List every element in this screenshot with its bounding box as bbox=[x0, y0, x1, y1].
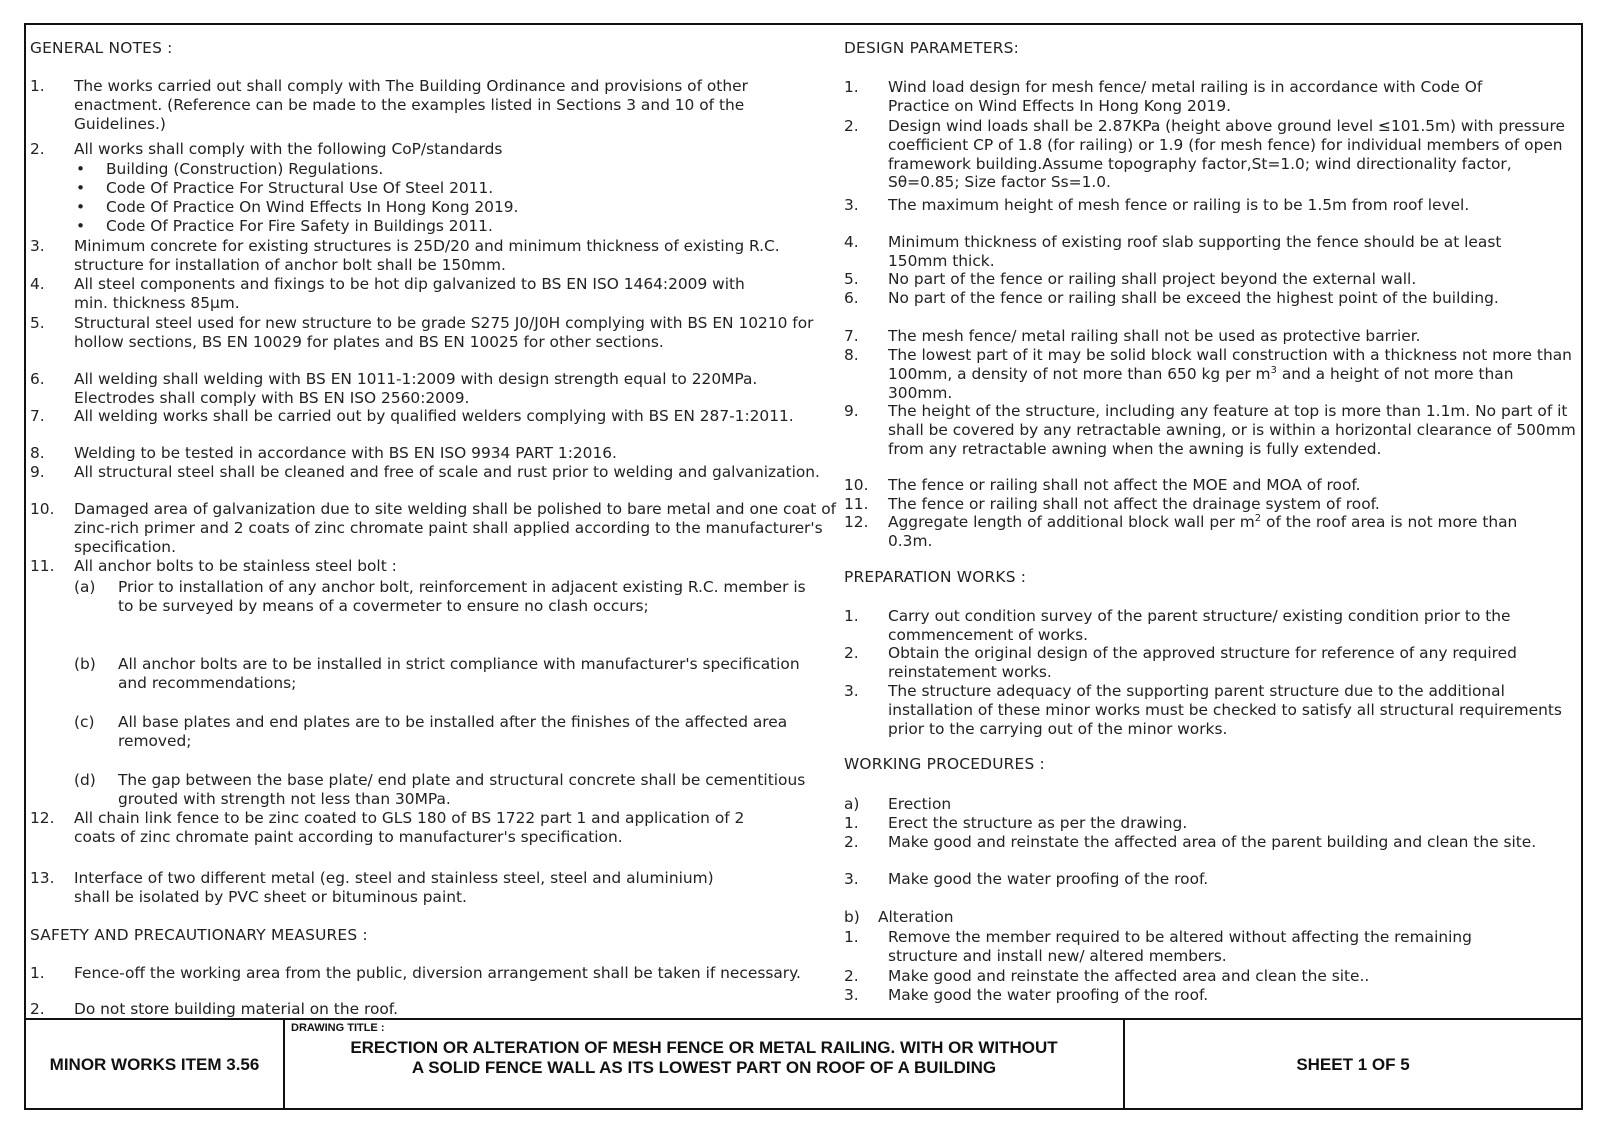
step-number: 1. bbox=[844, 928, 859, 946]
param-text: The fence or railing shall not affect the drainage system of roof. bbox=[888, 495, 1380, 513]
note-number: 2. bbox=[30, 140, 45, 158]
section-letter: b) bbox=[844, 908, 860, 926]
param-text: Design wind loads shall be 2.87KPa (height above ground level ≤101.5m) with pressure coefficient CP of 1.8 (for railing) or 1.9 (for mesh fence) for individual members of open framework building.Assume topography factor,St=1.0; wind directionality factor, Sθ=0.85; Size factor Ss=1.0. bbox=[888, 117, 1565, 192]
general-notes-heading: GENERAL NOTES : bbox=[30, 39, 173, 57]
param-number: 4. bbox=[844, 233, 859, 251]
bullet-glyph: • bbox=[76, 217, 86, 235]
sheet-cell bbox=[1125, 1020, 1581, 1110]
param-text-a: The lowest part of it may be solid block wall construction with a thickness not more than 100mm, a density of not more than 650 kg per m bbox=[888, 346, 1572, 383]
note-text: All structural steel shall be cleaned and free of scale and rust prior to welding and galvanization. bbox=[74, 463, 820, 481]
section-title: Alteration bbox=[878, 908, 954, 926]
safety-heading: SAFETY AND PRECAUTIONARY MEASURES : bbox=[30, 926, 368, 944]
step-text: Make good and reinstate the affected area and clean the site.. bbox=[888, 967, 1370, 985]
param-number: 3. bbox=[844, 196, 859, 214]
drawing-title-cell bbox=[285, 1020, 1125, 1110]
safety-number: 2. bbox=[30, 1000, 45, 1018]
bullet-text: Code Of Practice For Fire Safety in Buildings 2011. bbox=[106, 217, 493, 235]
sub-number: (a) bbox=[74, 578, 96, 596]
note-text: Welding to be tested in accordance with BS EN ISO 9934 PART 1:2016. bbox=[74, 444, 617, 462]
note-number: 6. bbox=[30, 370, 45, 388]
step-number: 3. bbox=[844, 986, 859, 1004]
safety-number: 1. bbox=[30, 964, 45, 982]
note-text: Structural steel used for new structure to be grade S275 J0/J0H complying with BS EN 10210 for hollow sections, BS EN 10029 for plates and BS EN 10025 for other sections. bbox=[74, 314, 814, 351]
step-text: Remove the member required to be altered without affecting the remaining structure and install new/ altered members. bbox=[888, 928, 1472, 965]
param-number: 8. bbox=[844, 346, 859, 364]
step-number: 3. bbox=[844, 870, 859, 888]
param-number: 10. bbox=[844, 476, 869, 494]
param-text: The mesh fence/ metal railing shall not be used as protective barrier. bbox=[888, 327, 1421, 345]
param-text: Wind load design for mesh fence/ metal railing is in accordance with Code Of Practice on Wind Effects In Hong Kong 2019. bbox=[888, 78, 1483, 115]
param-number: 5. bbox=[844, 270, 859, 288]
preparation-heading: PREPARATION WORKS : bbox=[844, 568, 1027, 586]
param-text: No part of the fence or railing shall be exceed the highest point of the building. bbox=[888, 289, 1499, 307]
superscript: 2 bbox=[1254, 512, 1262, 524]
step-text: Make good the water proofing of the roof. bbox=[888, 986, 1209, 1004]
safety-text: Do not store building material on the roof. bbox=[74, 1000, 398, 1018]
superscript: 3 bbox=[1270, 364, 1277, 376]
note-number: 9. bbox=[30, 463, 45, 481]
prep-text: The structure adequacy of the supporting parent structure due to the additional installation of these minor works must be checked to satisfy all structural requirements prior to the carrying out of the minor works. bbox=[888, 682, 1562, 738]
note-number: 3. bbox=[30, 237, 45, 255]
param-text-b: of the roof area is not more than 0.3m. bbox=[888, 513, 1518, 550]
note-text: Minimum concrete for existing structures is 25D/20 and minimum thickness of existing R.C. structure for installation of anchor bolt shall be 150mm. bbox=[74, 237, 780, 274]
note-text: All steel components and fixings to be hot dip galvanized to BS EN ISO 1464:2009 with min. thickness 85µm. bbox=[74, 275, 745, 312]
section-title: Erection bbox=[888, 795, 952, 813]
param-number: 7. bbox=[844, 327, 859, 345]
param-text: The maximum height of mesh fence or railing is to be 1.5m from roof level. bbox=[888, 196, 1470, 214]
step-text: Erect the structure as per the drawing. bbox=[888, 814, 1188, 832]
bullet-glyph: • bbox=[76, 198, 86, 216]
note-text: Interface of two different metal (eg. steel and stainless steel, steel and aluminium) shall be isolated by PVC sheet or bituminous paint. bbox=[74, 869, 714, 906]
note-number: 10. bbox=[30, 500, 55, 518]
section-letter: a) bbox=[844, 795, 860, 813]
note-text: The works carried out shall comply with The Building Ordinance and provisions of other enactment. (Reference can be made to the examples listed in Sections 3 and 10 of the Guidelines.) bbox=[74, 77, 748, 133]
param-text bbox=[888, 346, 1579, 402]
param-number: 1. bbox=[844, 78, 859, 96]
note-number: 8. bbox=[30, 444, 45, 462]
prep-number: 1. bbox=[844, 607, 859, 625]
step-text: Make good and reinstate the affected area of the parent building and clean the site. bbox=[888, 833, 1537, 851]
note-text: All chain link fence to be zinc coated to GLS 180 of BS 1722 part 1 and application of 2 coats of zinc chromate paint according to manufacturer's specification. bbox=[74, 809, 745, 846]
note-text: All welding works shall be carried out by qualified welders complying with BS EN 287-1:2011. bbox=[74, 407, 794, 425]
sub-number: (b) bbox=[74, 655, 96, 673]
note-number: 7. bbox=[30, 407, 45, 425]
param-text: The height of the structure, including any feature at top is more than 1.1m. No part of it shall be covered by any retractable awning, or is within a horizontal clearance of 500mm from any retractable awning when the awning is fully extended. bbox=[888, 402, 1576, 458]
drawing-title-label: DRAWING TITLE : bbox=[291, 1022, 385, 1034]
item-cell bbox=[26, 1020, 285, 1110]
step-number: 2. bbox=[844, 967, 859, 985]
minor-works-item: MINOR WORKS ITEM 3.56 bbox=[49, 1055, 260, 1074]
sub-number: (d) bbox=[74, 771, 96, 789]
param-text-b: and a height of not more than 300mm. bbox=[888, 364, 1514, 402]
sub-text: Prior to installation of any anchor bolt, reinforcement in adjacent existing R.C. member is to be surveyed by means of a covermeter to ensure no clash occurs; bbox=[118, 578, 806, 615]
bullet-text: Code Of Practice For Structural Use Of Steel 2011. bbox=[106, 179, 494, 197]
note-text: Damaged area of galvanization due to site welding shall be polished to bare metal and one coat of zinc-rich primer and 2 coats of zinc chromate paint shall applied according to the manufacturer's specification. bbox=[74, 500, 837, 556]
param-text bbox=[888, 513, 1554, 551]
param-text-a: Aggregate length of additional block wall per m bbox=[888, 513, 1255, 531]
sheet-number: SHEET 1 OF 5 bbox=[1296, 1055, 1410, 1074]
note-number: 1. bbox=[30, 77, 45, 95]
note-number: 12. bbox=[30, 809, 55, 827]
prep-number: 3. bbox=[844, 682, 859, 700]
param-number: 6. bbox=[844, 289, 859, 307]
note-text: All anchor bolts to be stainless steel bolt : bbox=[74, 557, 397, 575]
param-text: No part of the fence or railing shall project beyond the external wall. bbox=[888, 270, 1417, 288]
step-number: 2. bbox=[844, 833, 859, 851]
note-number: 5. bbox=[30, 314, 45, 332]
prep-number: 2. bbox=[844, 644, 859, 662]
note-text: All works shall comply with the following CoP/standards bbox=[74, 140, 503, 158]
prep-text: Carry out condition survey of the parent structure/ existing condition prior to the commencement of works. bbox=[888, 607, 1511, 644]
bullet-glyph: • bbox=[76, 160, 86, 178]
param-number: 9. bbox=[844, 402, 859, 420]
drawing-title-line-2: A SOLID FENCE WALL AS ITS LOWEST PART ON ROOF OF A BUILDING bbox=[411, 1058, 997, 1077]
sub-text: All base plates and end plates are to be installed after the finishes of the affected area removed; bbox=[118, 713, 788, 750]
sub-text: The gap between the base plate/ end plate and structural concrete shall be cementitious grouted with strength not less than 30MPa. bbox=[118, 771, 806, 808]
sub-number: (c) bbox=[74, 713, 95, 731]
note-number: 13. bbox=[30, 869, 55, 887]
step-text: Make good the water proofing of the roof. bbox=[888, 870, 1209, 888]
param-number: 2. bbox=[844, 117, 859, 135]
note-number: 11. bbox=[30, 557, 55, 575]
bullet-text: Code Of Practice On Wind Effects In Hong Kong 2019. bbox=[106, 198, 519, 216]
param-text: The fence or railing shall not affect the MOE and MOA of roof. bbox=[888, 476, 1361, 494]
title-block bbox=[26, 1018, 1581, 1110]
design-parameters-heading: DESIGN PARAMETERS: bbox=[844, 39, 1020, 57]
drawing-title-line-1: ERECTION OR ALTERATION OF MESH FENCE OR METAL RAILING. WITH OR WITHOUT bbox=[350, 1038, 1058, 1057]
note-number: 4. bbox=[30, 275, 45, 293]
param-number: 12. bbox=[844, 513, 869, 531]
working-procedures-heading: WORKING PROCEDURES : bbox=[844, 755, 1045, 773]
drawing-sheet bbox=[24, 23, 1583, 1110]
prep-text: Obtain the original design of the approved structure for reference of any required reinstatement works. bbox=[888, 644, 1517, 681]
bullet-text: Building (Construction) Regulations. bbox=[106, 160, 384, 178]
param-number: 11. bbox=[844, 495, 869, 513]
safety-text: Fence-off the working area from the public, diversion arrangement shall be taken if necessary. bbox=[74, 964, 801, 982]
step-number: 1. bbox=[844, 814, 859, 832]
note-text: All welding shall welding with BS EN 1011-1:2009 with design strength equal to 220MPa. Electrodes shall comply with BS EN ISO 2560:2009. bbox=[74, 370, 758, 407]
bullet-glyph: • bbox=[76, 179, 86, 197]
sub-text: All anchor bolts are to be installed in strict compliance with manufacturer's specification and recommendations; bbox=[118, 655, 800, 692]
param-text: Minimum thickness of existing roof slab supporting the fence should be at least 150mm thick. bbox=[888, 233, 1502, 270]
